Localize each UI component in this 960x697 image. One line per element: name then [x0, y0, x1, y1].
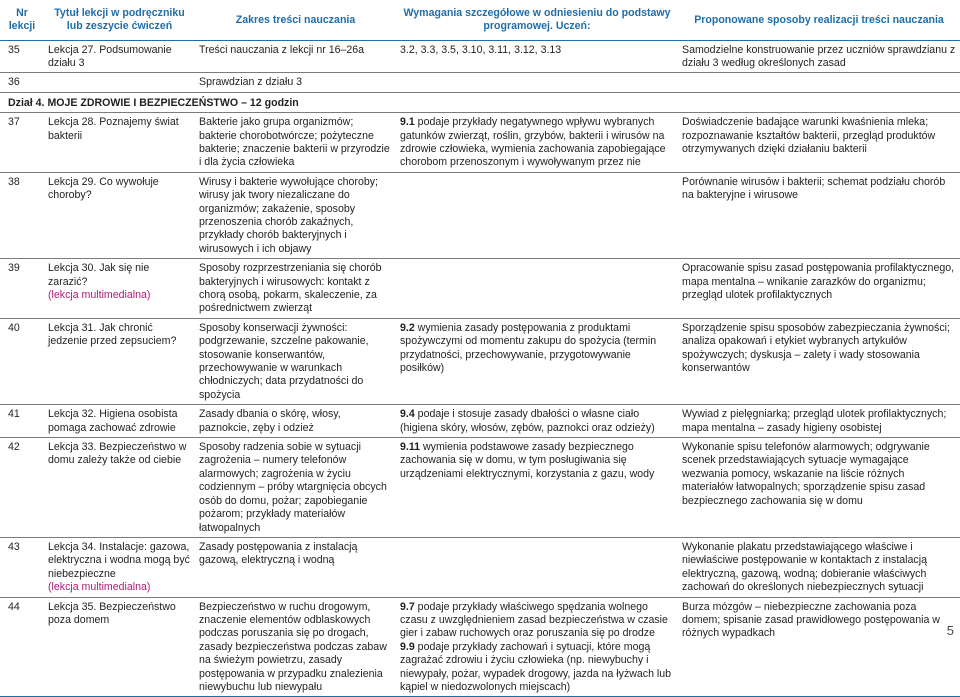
- header-scope: Zakres treści nauczania: [235, 13, 356, 26]
- lesson-title: Lekcja 29. Co wywołuje choroby?: [48, 175, 159, 202]
- table-row: [0, 405, 960, 438]
- table-row: [0, 259, 960, 319]
- lesson-methods: Wywiad z pielęgniarką; przegląd ulotek profilaktycznych; mapa mentalna – zasady higieny osobistej: [682, 408, 947, 434]
- lesson-scope: Bezpieczeństwo w ruchu drogowym, znaczenie elementów odblaskowych podczas poruszania się po drogach, zasady bezpieczeństwa podczas zabaw na świeżym powietrzu, zasady postępowania w przypadku znalezienia niewybuchu lub niewypału: [199, 600, 387, 693]
- lesson-title: Lekcja 35. Bezpieczeństwo poza domem: [48, 600, 176, 626]
- header-requirements: Wymagania szczegółowe w odniesieniu do podstawy programowej. Uczeń:: [403, 7, 671, 32]
- header-methods: Proponowane sposoby realizacji treści nauczania: [694, 13, 944, 26]
- lesson-title-cell: [44, 537, 195, 597]
- requirement-text: podaje przykłady właściwego spędzania wolnego czasu z uwzględnieniem zasad bezpieczeństwa w czasie gier i zabaw ruchowych oraz poruszania się po drodze: [400, 600, 668, 640]
- lesson-scope: Sposoby konserwacji żywności: podgrzewanie, szczelne pakowanie, stosowanie konserwantów, przechowywanie w warunkach chłodniczych; data przydatności do spożycia: [199, 321, 369, 401]
- lesson-methods: Wykonanie plakatu przedstawiającego właściwe i niewłaściwe postępowanie w kontaktach z instalacją elektryczną, gazową, wodną; dobieranie właściwych zachowań do określonych niebezpiecznych sytuacji: [682, 540, 927, 594]
- lesson-title: Lekcja 28. Poznajemy świat bakterii: [48, 116, 179, 142]
- lesson-requirements: [396, 172, 678, 258]
- lesson-nr: 38: [8, 175, 20, 188]
- lesson-methods: Burza mózgów – niebezpieczne zachowania poza domem; spisanie zasad prawidłowego postępowania w różnych wypadkach: [682, 600, 940, 640]
- lesson-scope: Bakterie jako grupa organizmów; bakterie chorobotwórcze; pożyteczne bakterie; znaczenie bakterii w przyrodzie i dla życia człowieka: [199, 116, 390, 169]
- lesson-requirements: [396, 318, 678, 404]
- header-title: Tytuł lekcji w podręczniku lub zeszycie ćwiczeń: [54, 7, 185, 32]
- lesson-methods: Sporządzenie spisu sposobów zabezpieczania żywności; analiza opakowań i etykiet wybranych artykułów spożywczych; dyskusja – zalety i wady stosowania konserwantów: [682, 321, 950, 375]
- lesson-methods: [678, 73, 960, 92]
- requirement-text: podaje przykłady zachowań i sytuacji, które mogą zagrażać zdrowiu i życiu człowieka (np. niewybuchy i niewypały, pożar, wypadek drogowy, jazda na łyżwach lub kąpiel w niedozwolonych miejscach): [400, 640, 672, 693]
- requirement-code: 9.7: [400, 600, 415, 613]
- requirement-code: 9.9: [400, 640, 415, 653]
- lesson-nr: 35: [8, 43, 20, 56]
- requirement-text: podaje przykłady negatywnego wpływu wybranych gatunków zwierząt, roślin, grzybów, bakterii i wirusów na zdrowie człowieka, wymienia zachowania zapobiegające chorobom przenoszonym i wywoływanym przez nie: [400, 116, 666, 169]
- lesson-title: Lekcja 31. Jak chronić jedzenie przed zepsuciem?: [48, 321, 177, 348]
- lesson-scope: Sposoby rozprzestrzeniania się chorób bakteryjnych i wirusowych: kontakt z chorą osobą, pokarm, skaleczenie, za pośrednictwem zwierząt: [199, 262, 382, 315]
- header-nr: Nr lekcji: [8, 7, 36, 32]
- lesson-title: Lekcja 27. Podsumowanie działu 3: [48, 43, 172, 69]
- table-row: [0, 318, 960, 404]
- table-row: [0, 537, 960, 597]
- lesson-nr: 43: [8, 540, 20, 553]
- table-row: [0, 597, 960, 697]
- lesson-scope: Sprawdzian z działu 3: [199, 76, 303, 89]
- lesson-requirements: [396, 597, 678, 697]
- multimedia-note: (lekcja multimedialna): [48, 581, 151, 594]
- lesson-methods: Opracowanie spisu zasad postępowania profilaktycznego, mapa mentalna – wnikanie zarazków do organizmu; przegląd ulotek profilaktycznych: [682, 262, 955, 301]
- page-number: 5: [946, 622, 954, 638]
- lesson-methods: Porównanie wirusów i bakterii; schemat podziału chorób na bakteryjne i wirusowe: [682, 175, 946, 202]
- lesson-requirements: [396, 405, 678, 438]
- requirement-code: 9.11: [400, 441, 421, 454]
- lesson-nr: 36: [8, 76, 20, 89]
- requirement-text: wymienia zasady postępowania z produktami spożywczymi od momentu zakupu do spożycia (termin przydatności, przechowywanie, przygotowywanie posiłków): [400, 321, 657, 375]
- lesson-scope: Zasady postępowania z instalacją gazową, elektryczną i wodną: [199, 540, 358, 567]
- table-row: [0, 73, 960, 92]
- lesson-title: [44, 73, 195, 92]
- requirement-text: wymienia podstawowe zasady bezpiecznego zachowania się w domu, w tym posługiwania się urządzeniami elektrycznymi, korzystania z gazu, wody: [400, 441, 655, 480]
- lesson-nr: 42: [8, 441, 20, 454]
- lesson-nr: 39: [8, 262, 20, 275]
- lesson-methods: Doświadczenie badające warunki kwaśnienia mleka; rozpoznawanie kształtów bakterii, przegląd produktów otrzymywanych dzięki działaniu bakterii: [682, 116, 936, 155]
- lesson-scope: Treści nauczania z lekcji nr 16–26a: [199, 43, 365, 56]
- requirement-text: podaje i stosuje zasady dbałości o własne ciało (higiena skóry, włosów, zębów, paznokci oraz odzieży): [400, 408, 655, 434]
- table-row: [0, 438, 960, 538]
- lesson-methods: Samodzielne konstruowanie przez uczniów sprawdzianu z działu 3 według określonych zasad: [682, 43, 956, 69]
- table-row: [0, 40, 960, 73]
- table-header: [0, 0, 960, 40]
- lesson-requirements: [396, 537, 678, 597]
- lesson-nr: 41: [8, 408, 20, 421]
- lesson-nr: 44: [8, 600, 20, 613]
- lesson-requirements: [396, 73, 678, 92]
- lesson-title: Lekcja 34. Instalacje: gazowa, elektryczna i wodna mogą być niebezpieczne: [48, 540, 190, 580]
- lesson-requirements: [396, 113, 678, 173]
- section-row: [0, 92, 960, 112]
- lesson-title: Lekcja 32. Higiena osobista pomaga zachować zdrowie: [48, 408, 178, 434]
- lesson-nr: 40: [8, 321, 20, 334]
- lesson-scope: Zasady dbania o skórę, włosy, paznokcie, zęby i odzież: [199, 408, 341, 434]
- lesson-methods: Wykonanie spisu telefonów alarmowych; odgrywanie scenek przedstawiających sytuacje wymagające wezwania pomocy, wskazanie na liście różnych materiałów łatwopalnych; sporządzenie spisu zasad bezpiecznego zachowania się w domu: [682, 441, 930, 507]
- lesson-title-cell: [44, 259, 195, 319]
- lesson-requirements: 3.2, 3.3, 3.5, 3.10, 3.11, 3.12, 3.13: [400, 43, 562, 56]
- lesson-nr: 37: [8, 116, 20, 129]
- lesson-scope: Sposoby radzenia sobie w sytuacji zagrożenia – numery telefonów alarmowych; zagrożenia w życiu codziennym – próby wtargnięcia obcych osób do domu, pożar; zapobieganie pożarom; przykłady materiałów łatwopalnych: [199, 441, 387, 534]
- requirement-code: 9.1: [400, 116, 415, 129]
- lesson-requirements: [396, 259, 678, 319]
- table-body: [0, 40, 960, 697]
- lesson-scope: Wirusy i bakterie wywołujące choroby; wirusy jak twory niezaliczane do organizmów; zakażenie, sposoby przenoszenia chorób zakaźnych, przykłady chorób bakteryjnych i wirusowych i ich objawy: [199, 175, 378, 255]
- lesson-title: Lekcja 30. Jak się nie zarazić?: [48, 262, 150, 288]
- lesson-requirements: [396, 438, 678, 538]
- multimedia-note: (lekcja multimedialna): [48, 289, 151, 301]
- table-row: [0, 113, 960, 173]
- lesson-title: Lekcja 33. Bezpieczeństwo w domu zależy także od ciebie: [48, 441, 187, 467]
- section-title: Dział 4. MOJE ZDROWIE I BEZPIECZEŃSTWO – 12 godzin: [8, 96, 299, 109]
- requirement-code: 9.4: [400, 408, 415, 421]
- requirement-code: 9.2: [400, 321, 415, 334]
- table-row: [0, 172, 960, 258]
